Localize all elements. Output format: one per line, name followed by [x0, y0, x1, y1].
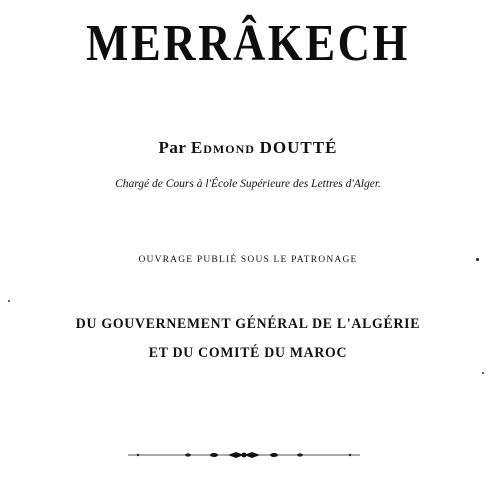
print-speck: [482, 372, 484, 374]
patronage-line: OUVRAGE PUBLIÉ SOUS LE PATRONAGE: [138, 255, 358, 265]
book-title: MERRÂKECH: [86, 15, 410, 72]
print-speck: [476, 258, 479, 261]
author-prefix: Par: [158, 138, 187, 157]
author-surname: DOUTTÉ: [259, 138, 338, 157]
author-role: Chargé de Cours à l'École Supérieure des Lettres d'Alger.: [115, 178, 381, 190]
ornamental-rule: [128, 448, 360, 462]
print-speck: [8, 300, 10, 302]
sponsor-line-1: DU GOUVERNEMENT GÉNÉRAL DE L'ALGÉRIE: [75, 316, 421, 332]
author-line: [0, 137, 496, 159]
author-given-name: Edmond: [190, 138, 255, 157]
sponsor-line-2: ET DU COMITÉ DU MAROC: [148, 345, 348, 361]
